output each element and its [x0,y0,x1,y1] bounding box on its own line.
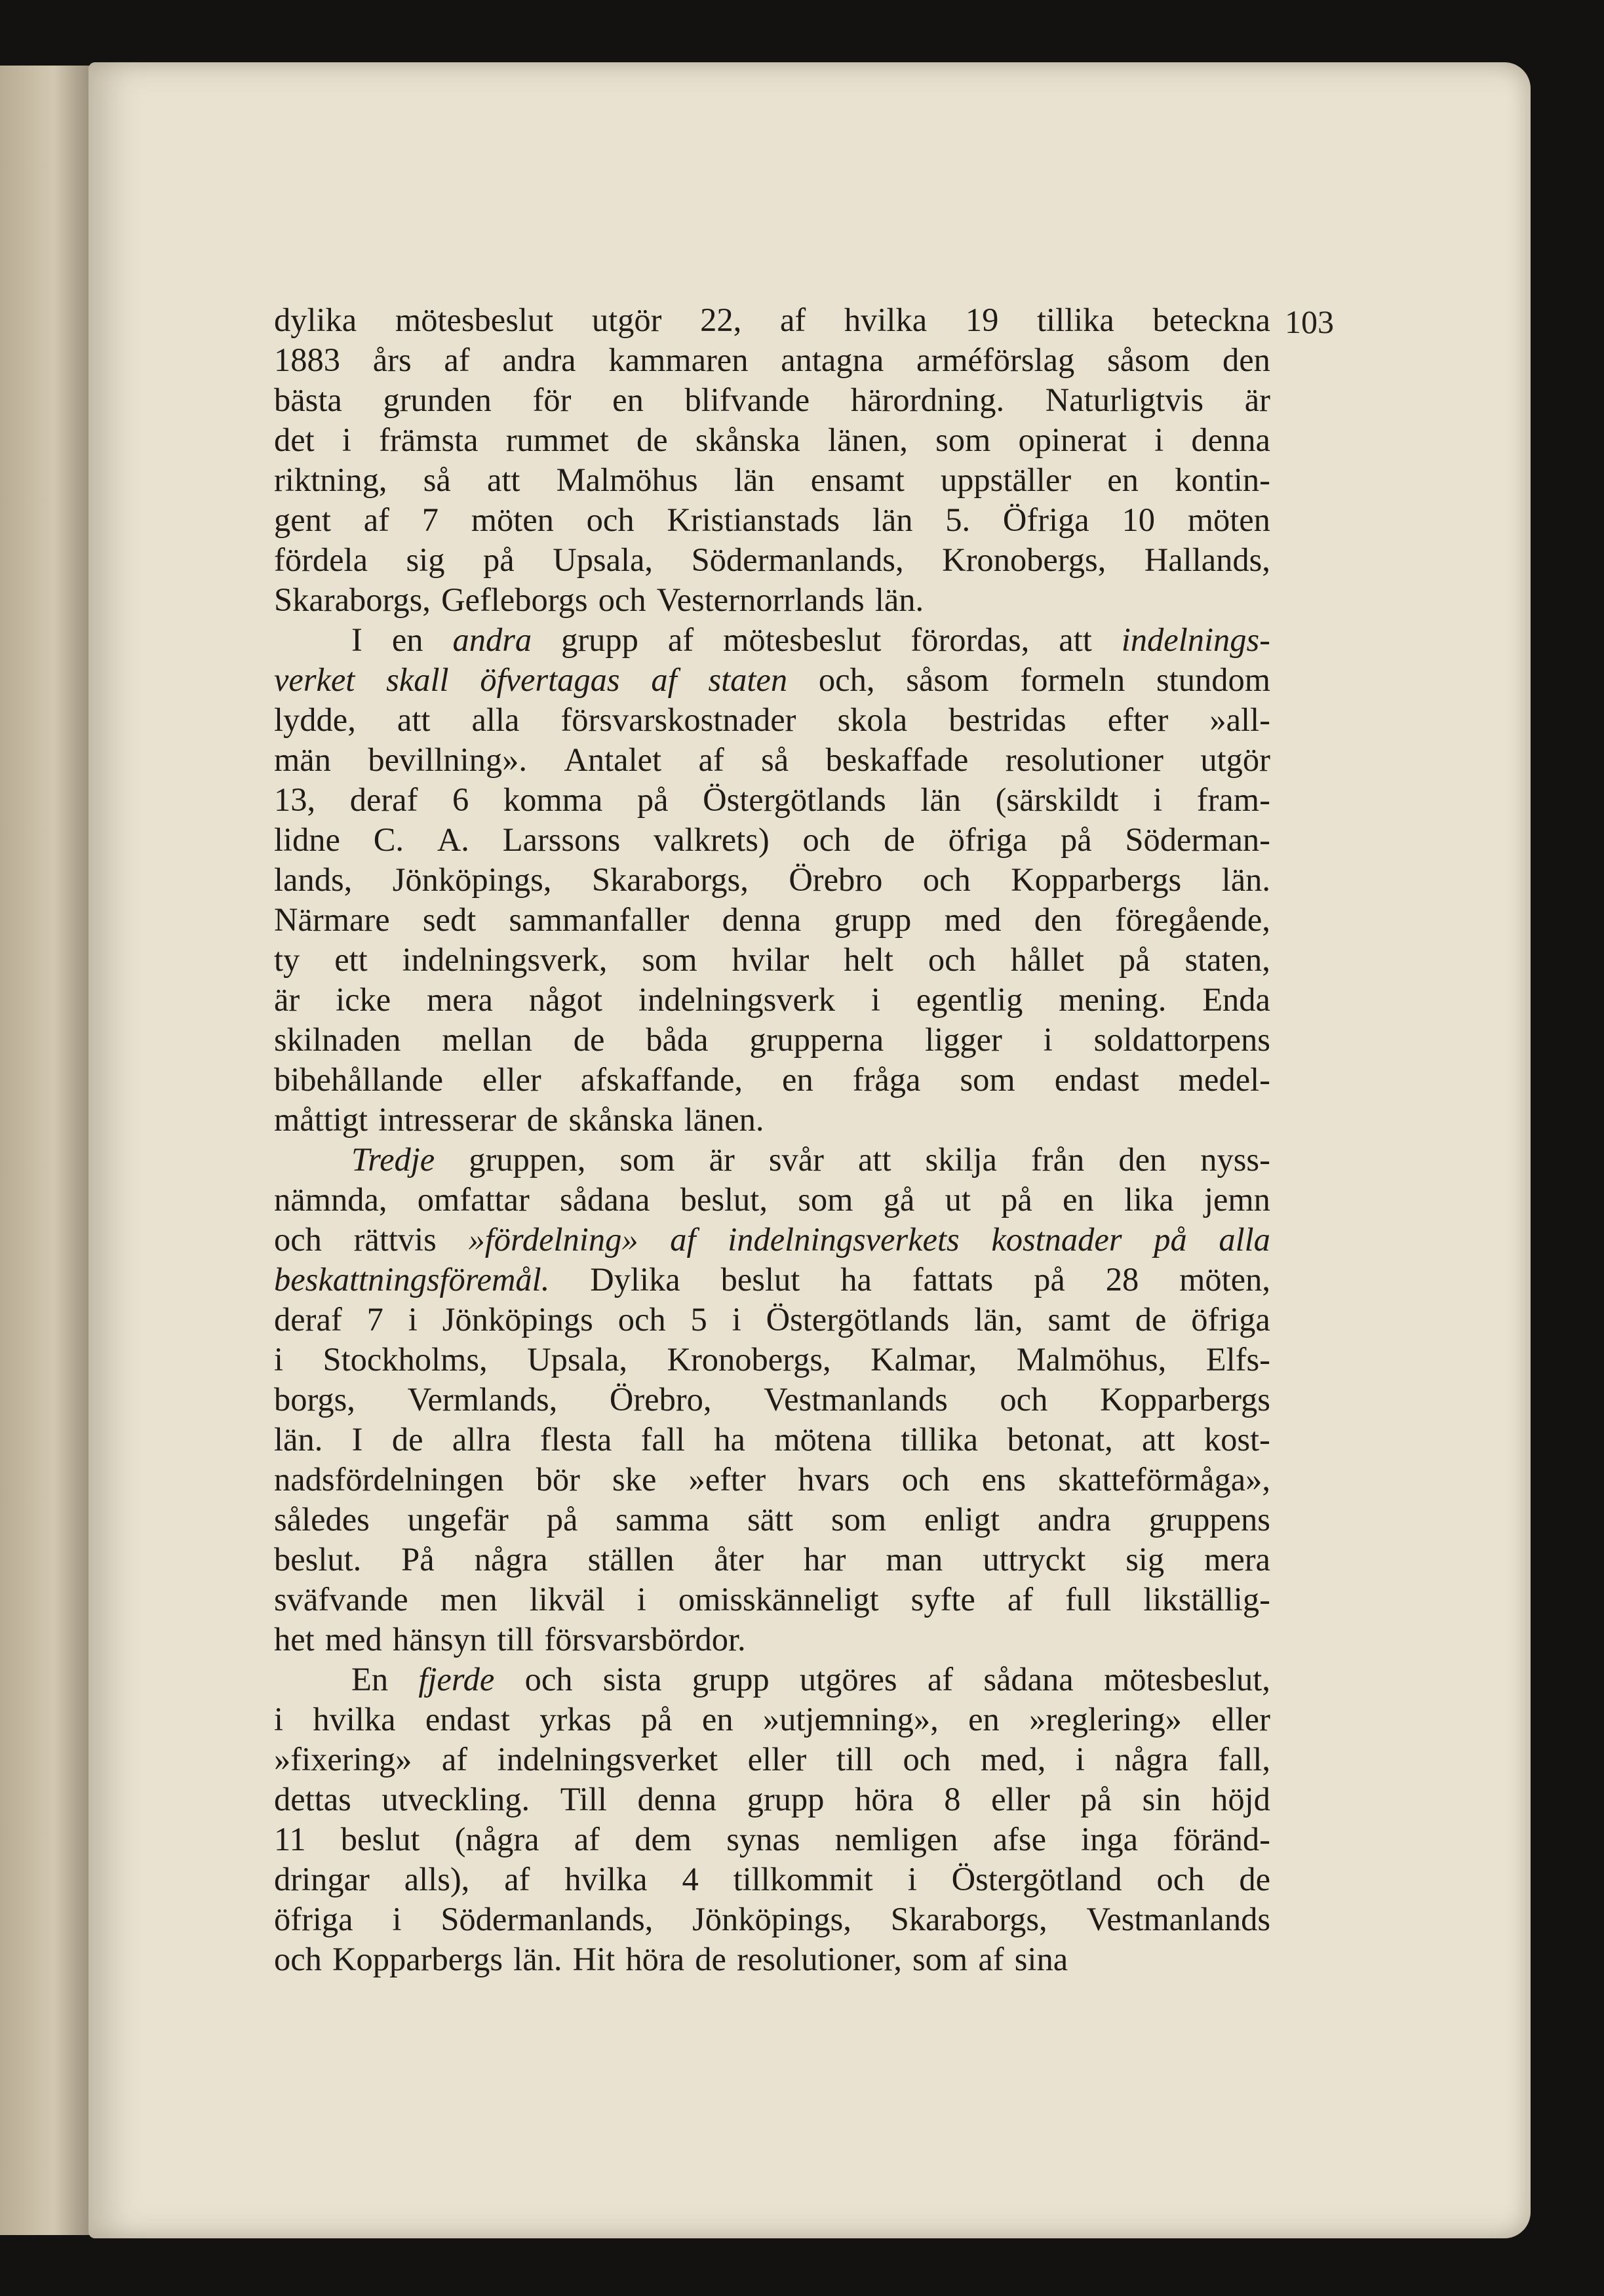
text-line: öfriga i Södermanlands, Jönköpings, Skaraborgs, Vestmanlands [274,1901,1270,1937]
text-line: Tredje gruppen, som är svår att skilja från den nyss- [351,1141,1270,1178]
text-line: nämnda, omfattar sådana beslut, som gå ut på en lika jemn [274,1181,1270,1218]
text-line: skilnaden mellan de båda grupperna ligger i soldattorpens [274,1021,1270,1058]
text-line: och Kopparbergs län. Hit höra de resolutioner, som af sina [274,1941,1068,1977]
text-line: Skaraborgs, Gefleborgs och Vesternorrlands län. [274,581,924,618]
text-line: het med hänsyn till försvarsbördor. [274,1621,746,1658]
text-line: gent af 7 möten och Kristianstads län 5. Öfriga 10 möten [274,501,1270,538]
text-line: nadsfördelningen bör ske »efter hvars och ens skatteförmåga», [274,1461,1270,1498]
text-line: måttigt intresserar de skånska länen. [274,1101,764,1138]
text-line: lydde, att alla försvarskostnader skola bestridas efter »all- [274,701,1270,738]
body-text [274,300,1270,1979]
text-line: Närmare sedt sammanfaller denna grupp med den föregående, [274,901,1270,938]
text-line: borgs, Vermlands, Örebro, Vestmanlands och Kopparbergs [274,1381,1270,1418]
text-line: sväfvande men likväl i omisskänneligt syfte af full likställig- [274,1581,1270,1618]
text-line: i Stockholms, Upsala, Kronobergs, Kalmar, Malmöhus, Elfs- [274,1341,1270,1378]
page-number: 103 [1285,303,1334,340]
facing-page-edge [0,66,98,2235]
text-line: således ungefär på samma sätt som enligt andra gruppens [274,1501,1270,1538]
text-line: deraf 7 i Jönköpings och 5 i Östergötlands län, samt de öfriga [274,1301,1270,1338]
text-line: ty ett indelningsverk, som hvilar helt och hållet på staten, [274,941,1270,978]
text-line: är icke mera något indelningsverk i egentlig mening. Enda [274,981,1270,1018]
text-line: lands, Jönköpings, Skaraborgs, Örebro och Kopparbergs län. [274,861,1270,898]
text-line: 13, deraf 6 komma på Östergötlands län (särskildt i fram- [274,781,1270,818]
text-line: bibehållande eller afskaffande, en fråga som endast medel- [274,1061,1270,1098]
text-line: dettas utveckling. Till denna grupp höra 8 eller på sin höjd [274,1781,1270,1818]
text-line: beslut. På några ställen åter har man uttryckt sig mera [274,1541,1270,1578]
text-line: 11 beslut (några af dem synas nemligen afse inga föränd- [274,1821,1270,1858]
text-line: beskattningsföremål. Dylika beslut ha fattats på 28 möten, [274,1261,1270,1298]
text-line: det i främsta rummet de skånska länen, som opinerat i denna [274,421,1270,458]
text-line: »fixering» af indelningsverket eller till och med, i några fall, [274,1741,1270,1778]
text-line: och rättvis »fördelning» af indelningsverkets kostnader på alla [274,1221,1270,1258]
text-line: län. I de allra flesta fall ha mötena tillika betonat, att kost- [274,1421,1270,1458]
text-line: i hvilka endast yrkas på en »utjemning», en »reglering» eller [274,1701,1270,1738]
text-line: En fjerde och sista grupp utgöres af sådana mötesbeslut, [351,1661,1270,1698]
text-line: män bevillning». Antalet af så beskaffade resolutioner utgör [274,741,1270,778]
text-line: verket skall öfvertagas af staten och, såsom formeln stundom [274,661,1270,698]
text-line: riktning, så att Malmöhus län ensamt uppställer en kontin- [274,461,1270,498]
text-line: dylika mötesbeslut utgör 22, af hvilka 19 tillika beteckna [274,302,1270,338]
text-line: fördela sig på Upsala, Södermanlands, Kronobergs, Hallands, [274,541,1270,578]
text-line: I en andra grupp af mötesbeslut förordas, att indelnings- [351,621,1270,658]
text-line: lidne C. A. Larssons valkrets) och de öfriga på Söderman- [274,821,1270,858]
text-line: dringar alls), af hvilka 4 tillkommit i Östergötland och de [274,1861,1270,1897]
text-line: 1883 års af andra kammaren antagna arméförslag såsom den [274,341,1270,378]
text-line: bästa grunden för en blifvande härordning. Naturligtvis är [274,381,1270,418]
